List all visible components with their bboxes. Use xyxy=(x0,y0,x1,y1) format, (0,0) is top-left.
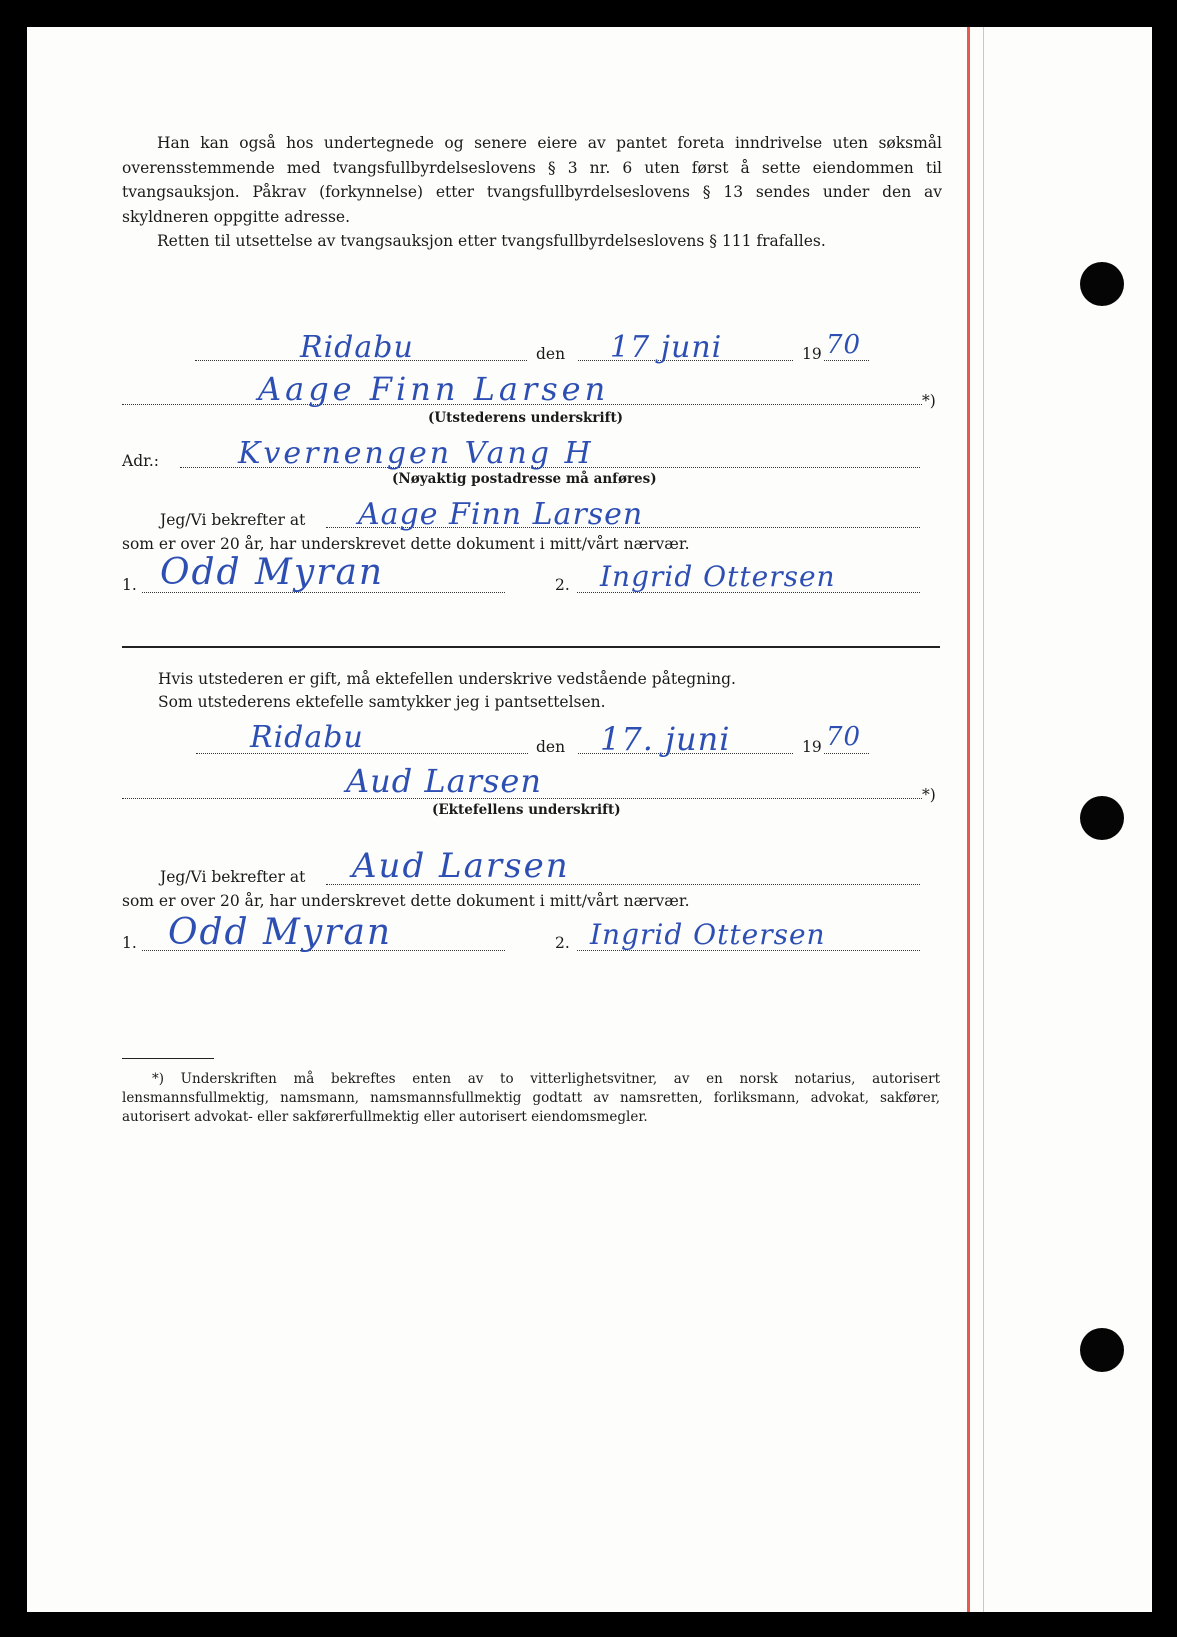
witness-1-number: 1. xyxy=(122,576,137,594)
footnote-marker: *) xyxy=(922,392,936,410)
punch-hole-top xyxy=(1080,262,1124,306)
spouse-witness-1-signature: Odd Myran xyxy=(168,912,393,953)
margin-line-faint xyxy=(983,27,984,1612)
issuer-date: 17 juni xyxy=(610,330,723,365)
year-prefix: 19 xyxy=(802,345,822,363)
spouse-year: 70 xyxy=(826,722,862,752)
footnote-rule xyxy=(122,1058,214,1059)
signature-caption: (Utstederens underskrift) xyxy=(428,410,624,426)
year-line xyxy=(824,360,869,361)
witness-1-signature: Odd Myran xyxy=(160,552,385,593)
issuer-place: Ridabu xyxy=(300,330,414,365)
issuer-confirm-name: Aage Finn Larsen xyxy=(358,497,644,532)
spouse-date: 17. juni xyxy=(600,720,731,758)
spouse-witness-2-number: 2. xyxy=(555,934,570,952)
intro-paragraph-1: Han kan også hos undertegnede og senere eiere av pantet foreta inndrivelse uten søksmål overensstemmende med tvangsfullbyrdelseslovens § 3 nr. 6 uten først å sette eiendommen til tvangsauksjon. Påkrav (forkynnelse) etter tvangsfullbyrdelseslovens § 13 sendes under den av skyldneren oppgitte adresse. xyxy=(122,134,942,226)
intro-paragraph-2: Retten til utsettelse av tvangsauksjon etter tvangsfullbyrdelseslovens § 111 frafalles. xyxy=(157,232,826,250)
spouse-year-prefix: 19 xyxy=(802,738,822,756)
section-divider xyxy=(122,646,940,648)
punch-hole-middle xyxy=(1080,796,1124,840)
witness-2-signature: Ingrid Ottersen xyxy=(600,560,836,593)
spouse-confirm-label: Jeg/Vi bekrefter at xyxy=(160,868,306,886)
spouse-consent: Som utstederens ektefelle samtykker jeg i pantsettelsen. xyxy=(158,693,606,711)
den-label: den xyxy=(536,345,566,363)
intro-text xyxy=(122,131,942,254)
issuer-year: 70 xyxy=(826,330,862,360)
address-caption: (Nøyaktig postadresse må anføres) xyxy=(392,471,657,487)
footnote-text: *) Underskriften må bekreftes enten av to vitterlighetsvitner, av en norsk notarius, autorisert lensmannsfullmektig, namsmann, namsmannsfullmektig godtatt av namsretten, forliksmann, advokat, sakfører, autorisert advokat- eller sakførerfullmektig eller autorisert eiendomsmegler. xyxy=(122,1071,940,1125)
spouse-den-label: den xyxy=(536,738,566,756)
punch-hole-bottom xyxy=(1080,1328,1124,1372)
spouse-year-line xyxy=(824,753,869,754)
footnote xyxy=(122,1070,940,1127)
address-label: Adr.: xyxy=(122,452,159,470)
spouse-confirm-text: som er over 20 år, har underskrevet dette dokument i mitt/vårt nærvær. xyxy=(122,892,690,910)
issuer-address: Kvernengen Vang H xyxy=(238,436,594,471)
spouse-footnote-marker: *) xyxy=(922,786,936,804)
spouse-instruction: Hvis utstederen er gift, må ektefellen underskrive vedstående påtegning. xyxy=(158,670,736,688)
confirm-label: Jeg/Vi bekrefter at xyxy=(160,511,306,529)
spouse-witness-1-number: 1. xyxy=(122,934,137,952)
spouse-signature-caption: (Ektefellens underskrift) xyxy=(432,802,621,818)
red-margin-line xyxy=(967,27,970,1612)
spouse-confirm-name: Aud Larsen xyxy=(352,846,570,886)
witness-2-number: 2. xyxy=(555,576,570,594)
confirm-text: som er over 20 år, har underskrevet dette dokument i mitt/vårt nærvær. xyxy=(122,535,690,553)
issuer-signature: Aage Finn Larsen xyxy=(258,370,610,408)
spouse-signature: Aud Larsen xyxy=(346,762,542,800)
spouse-place: Ridabu xyxy=(250,720,364,755)
spouse-witness-2-signature: Ingrid Ottersen xyxy=(590,918,826,951)
